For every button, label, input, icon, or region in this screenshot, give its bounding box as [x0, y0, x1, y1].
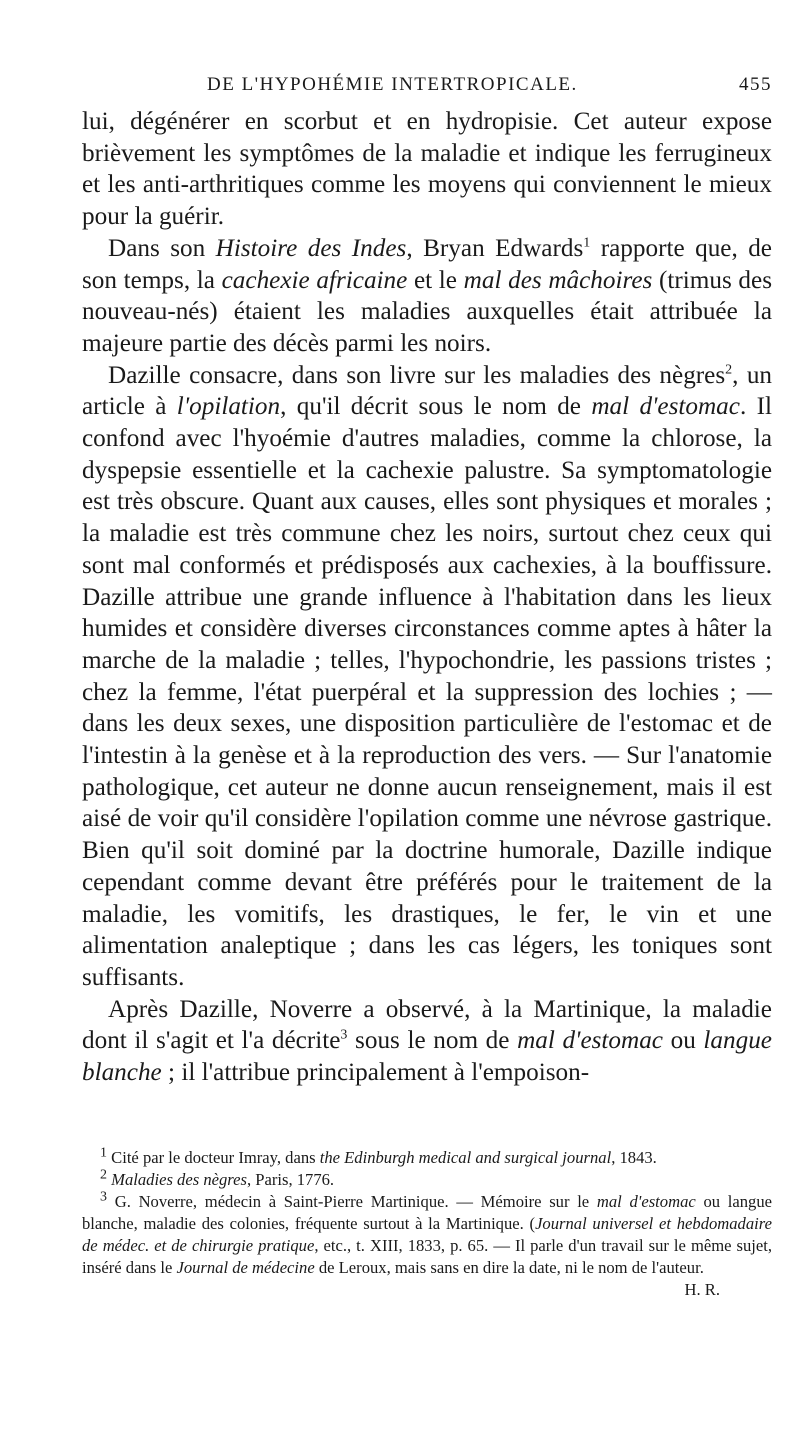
italic-text: langue blanche: [82, 1027, 772, 1087]
text-run: , un article à: [82, 361, 773, 421]
text-run: et le: [407, 266, 464, 294]
italic-text: l'opilation: [176, 393, 281, 421]
text-run: ou: [662, 1027, 704, 1055]
text-run: ; il l'attribue principalement à l'empoison-: [161, 1059, 590, 1087]
italic-text: mal d'estomac: [596, 1192, 696, 1211]
footnote: [82, 1147, 772, 1169]
italic-text: mal d'estomac: [591, 393, 740, 421]
text-run: Dazille consacre, dans son livre sur les maladies des nègres: [108, 361, 726, 389]
paragraph: [82, 360, 772, 994]
text-run: , etc., t. XIII, 1833, p. 65. — Il parle d'un travail sur le même sujet, inséré dans le: [82, 1236, 773, 1277]
text-run: , Bryan Edwards: [406, 234, 584, 262]
text-run: Cité par le docteur Imray, dans: [107, 1148, 320, 1167]
italic-text: mal d'estomac: [517, 1027, 663, 1055]
italic-text: Journal universel et hebdomadaire de médec. et de chirurgie pratique: [82, 1214, 772, 1255]
footnote: [82, 1169, 772, 1191]
text-run: , Paris, 1776.: [246, 1170, 335, 1189]
footnote-ref: 1: [583, 235, 591, 251]
text-run: lui, dégénérer en scorbut et en hydropisie. Cet auteur expose brièvement les symptômes de la maladie et indique les ferrugineux et les anti-arthritiques comme les moyens qui conviennent le mieux pour la guérir.: [82, 108, 772, 231]
footnote-ref: 3: [100, 1189, 107, 1205]
paragraph: [82, 106, 772, 233]
italic-text: Histoire des Indes: [215, 234, 407, 262]
footnotes: [82, 1147, 772, 1301]
signature: H. R.: [684, 1280, 720, 1299]
italic-text: mal des mâchoires: [463, 266, 653, 294]
text-run: sous le nom de: [347, 1027, 518, 1055]
text-run: ou langue blanche, maladie des colonies, fréquente surtout à la Martinique. (: [82, 1192, 772, 1233]
italic-text: the Edinburgh medical and surgical journal: [319, 1148, 612, 1167]
footnote-ref: 1: [100, 1145, 107, 1161]
text-run: (trimus des nouveau-nés) étaient les maladies auxquelles était attribuée la majeure partie des décès parmi les noirs.: [82, 266, 772, 357]
footnote: [82, 1191, 772, 1279]
paragraph: [82, 233, 772, 360]
footnote-ref: 2: [100, 1167, 107, 1183]
italic-text: cachexie africaine: [221, 266, 408, 294]
body-text: [82, 106, 772, 1089]
page: [82, 66, 772, 1089]
italic-text: Maladies des nègres: [111, 1170, 247, 1189]
page-number: 455: [739, 74, 772, 95]
text-run: G. Noverre, médecin à Saint-Pierre Martinique. — Mémoire sur le: [107, 1192, 597, 1211]
text-run: , qu'il décrit sous le nom de: [280, 393, 592, 421]
text-run: Après Dazille, Noverre a observé, à la Martinique, la maladie dont il s'agit et l'a décrite: [82, 995, 772, 1055]
text-run: , 1843.: [611, 1148, 657, 1167]
running-title: DE L'HYPOHÉMIE INTERTROPICALE.: [207, 74, 578, 95]
footnote-ref: 3: [340, 1028, 348, 1043]
text-run: rapporte que, de son temps, la: [82, 234, 772, 294]
text-run: . Il confond avec l'hyoémie d'autres maladies, comme la chlorose, la dyspepsie essentielle et la cachexie palustre. Sa symptomatologie est très obscure. Quant aux causes, elles sont physiques et morales ; la maladie est très commune chez les noirs, surtout chez ceux qui sont mal conformés et prédisposés aux cachexies, à la bouffissure. Dazille attribue une grande influence à l'habitation dans les lieux humides et considère diverses circonstances comme aptes à hâter la marche de la maladie ; telles, l'hypochondrie, les passions tristes ; chez la femme, l'état puerpéral et la suppression des lochies ; — dans les deux sexes, une disposition particulière de l'estomac et de l'intestin à la genèse et à la reproduction des vers. — Sur l'anatomie pathologique, cet auteur ne donne aucun renseignement, mais il est aisé de voir qu'il considère l'opilation comme une névrose gastrique. Bien qu'il soit dominé par la doctrine humorale, Dazille indique cependant comme devant être préférés pour le traitement de la maladie, les vomitifs, les drastiques, le fer, le vin et une alimentation analeptique ; dans les cas légers, les toniques sont suffisants.: [82, 393, 772, 991]
footnote-ref: 2: [725, 362, 733, 378]
text-run: de Leroux, mais sans en dire la date, ni le nom de l'auteur.: [314, 1258, 704, 1277]
italic-text: Journal de médecine: [176, 1258, 315, 1277]
paragraph: [82, 994, 772, 1089]
running-header: [82, 66, 772, 106]
text-run: Dans son: [108, 234, 216, 262]
